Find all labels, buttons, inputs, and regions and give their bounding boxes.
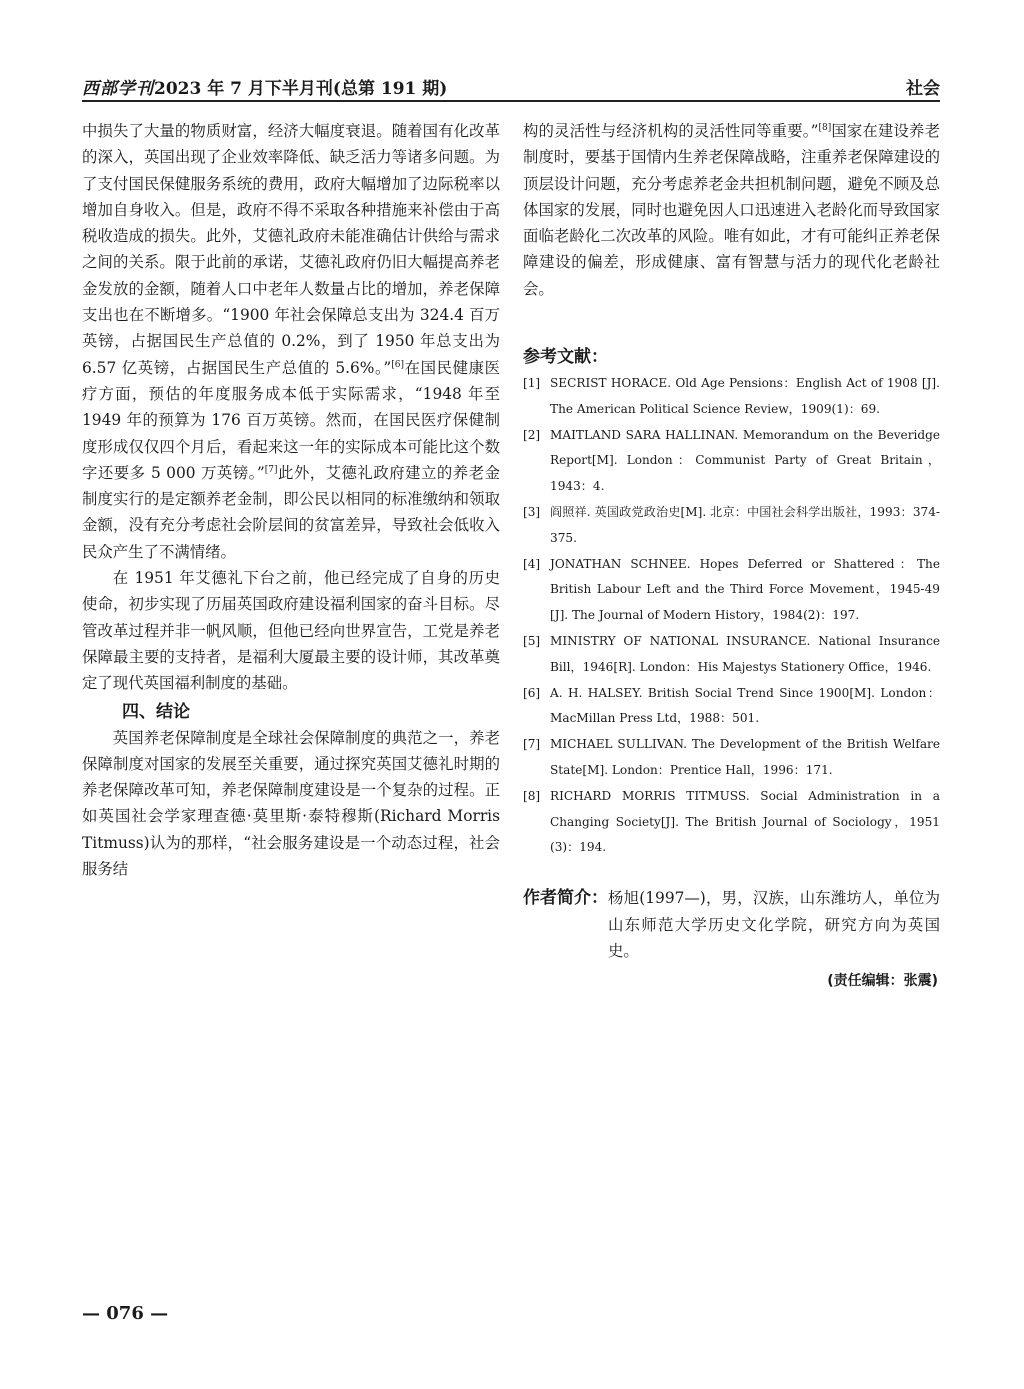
reference-number: [4] <box>523 556 541 571</box>
section-heading: 四、结论 <box>122 701 190 722</box>
reference-text: 阎照祥. 英国政党政治史[M]. 北京：中国社会科学出版社，1993：374-375. <box>550 505 940 545</box>
paragraph-text: 国家在建设养老制度时，要基于国情内生养老保障战略，注重养老保障建设的顶层设计问题，充分考虑养老金共担机制问题，避免不顾及总体国家的发展，同时也避免因人口迅速进入老龄化而导致国家面临老龄化二次改革的风险。唯有如此，才有可能纠正养老保障建设的偏差，形成健康、富有智慧与活力的现代化老龄社会。 <box>523 122 940 298</box>
reference-number: [2] <box>523 427 541 442</box>
reference-text: A. H. HALSEY. British Social Trend Since 1900[M]. London：MacMillan Press Ltd，1988：501. <box>550 685 940 726</box>
left-column <box>82 118 500 882</box>
reference-text: SECRIST HORACE. Old Age Pensions：English Act of 1908 [J]. The American Political Science Review，1909(1)：69. <box>550 376 940 416</box>
citation-marker: [7] <box>264 464 278 475</box>
reference-list <box>523 371 940 861</box>
right-column <box>523 118 940 990</box>
reference-item <box>523 371 940 423</box>
author-bio <box>523 885 940 964</box>
citation-marker: [6] <box>391 359 404 370</box>
author-bio-label: 作者简介： <box>523 888 608 909</box>
reference-item <box>523 500 940 552</box>
references-heading: 参考文献： <box>523 347 608 368</box>
reference-text: RICHARD MORRIS TITMUSS. Social Administration in a Changing Society[J]. The British Journal of Sociology，1951 (3)：194. <box>550 788 940 855</box>
body-paragraph <box>82 118 500 565</box>
page-header <box>82 74 940 98</box>
reference-number: [7] <box>523 737 541 752</box>
issue-label: 2023 年 7 月下半月刊(总第 191 期) <box>154 79 448 99</box>
responsible-editor: (责任编辑：张震) <box>827 973 938 990</box>
reference-number: [1] <box>523 376 541 391</box>
citation-marker: [8] <box>818 122 832 133</box>
paragraph-text: 在国民健康医疗方面，预估的年度服务成本低于实际需求，“1948 年至 1949 年的预算为 176 百万英镑。然而，在国民医疗保健制度形成仅仅四个月后，看起来这一年的实际成本可能比这个数字还要多 5 000 万英镑。” <box>82 358 500 482</box>
body-paragraph <box>523 118 940 302</box>
journal-logo: 西部学刊 <box>82 79 154 99</box>
section-label: 社会 <box>906 79 940 99</box>
reference-item <box>523 681 940 733</box>
reference-text: MAITLAND SARA HALLINAN. Memorandum on the Beveridge Report[M]. London：Communist Party of Great Britain，1943：4. <box>550 427 940 494</box>
reference-item <box>523 552 940 629</box>
journal-issue-line <box>82 74 447 99</box>
header-divider <box>82 100 940 102</box>
reference-number: [8] <box>523 788 541 803</box>
paragraph-text: 中损失了大量的物质财富，经济大幅度衰退。随着国有化改革的深入，英国出现了企业效率降低、缺乏活力等诸多问题。为了支付国民保健服务系统的费用，政府大幅增加了边际税率以增加自身收入。但是，政府不得不采取各种措施来补偿由于高税收造成的损失。此外，艾德礼政府未能准确估计供给与需求之间的关系。限于此前的承诺，艾德礼政府仍旧大幅提高养老金发放的金额，随着人口中老年人数量占比的增加，养老保障支出也在不断增多。“1900 年社会保障总支出为 324.4 百万英镑，占据国民生产总值的 0.2%，到了 1950 年总支出为 6.57 亿英镑，占据国民生产总值的 5.6%。” <box>82 122 500 377</box>
reference-item <box>523 629 940 681</box>
reference-text: JONATHAN SCHNEE. Hopes Deferred or Shattered：The British Labour Left and the Third Force Movement，1945-49 [J]. The Journal of Modern History，1984(2)：197. <box>550 556 940 623</box>
body-paragraph: 在 1951 年艾德礼下台之前，他已经完成了自身的历史使命，初步实现了历届英国政府建设福利国家的奋斗目标。尽管改革过程并非一帆风顺，但他已经向世界宣告，工党是养老保障最主要的支持者，是福利大厦最主要的设计师，其改革奠定了现代英国福利制度的基础。 <box>82 569 500 693</box>
page-number: — 076 — <box>82 1303 169 1324</box>
paragraph-text: 构的灵活性与经济机构的灵活性同等重要。” <box>523 122 819 140</box>
author-bio-text: 杨旭(1997—)，男，汉族，山东潍坊人，单位为山东师范大学历史文化学院，研究方向为英国史。 <box>608 889 940 960</box>
reference-text: MICHAEL SULLIVAN. The Development of the British Welfare State[M]. London：Prentice Hall，1996：171. <box>550 737 940 778</box>
reference-number: [3] <box>523 505 541 520</box>
paragraph-text: 此外，艾德礼政府建立的养老金制度实行的是定额养老金制，即公民以相同的标准缴纳和领取金额，没有充分考虑社会阶层间的贫富差异，导致社会低收入民众产生了不满情绪。 <box>82 463 500 561</box>
reference-text: MINISTRY OF NATIONAL INSURANCE. National Insurance Bill，1946[R]. London：His Majestys Stationery Office，1946. <box>550 634 940 674</box>
reference-item <box>523 732 940 784</box>
reference-number: [6] <box>523 685 541 700</box>
reference-number: [5] <box>523 634 541 649</box>
reference-item <box>523 784 940 861</box>
reference-item <box>523 423 940 500</box>
body-paragraph: 英国养老保障制度是全球社会保障制度的典范之一，养老保障制度对国家的发展至关重要，通过探究英国艾德礼时期的养老保障改革可知，养老保障制度建设是一个复杂的过程。正如英国社会学家理查德·莫里斯·泰特穆斯(Richard Morris Titmuss)认为的那样，“社会服务建设是一个动态过程，社会服务结 <box>82 728 500 879</box>
